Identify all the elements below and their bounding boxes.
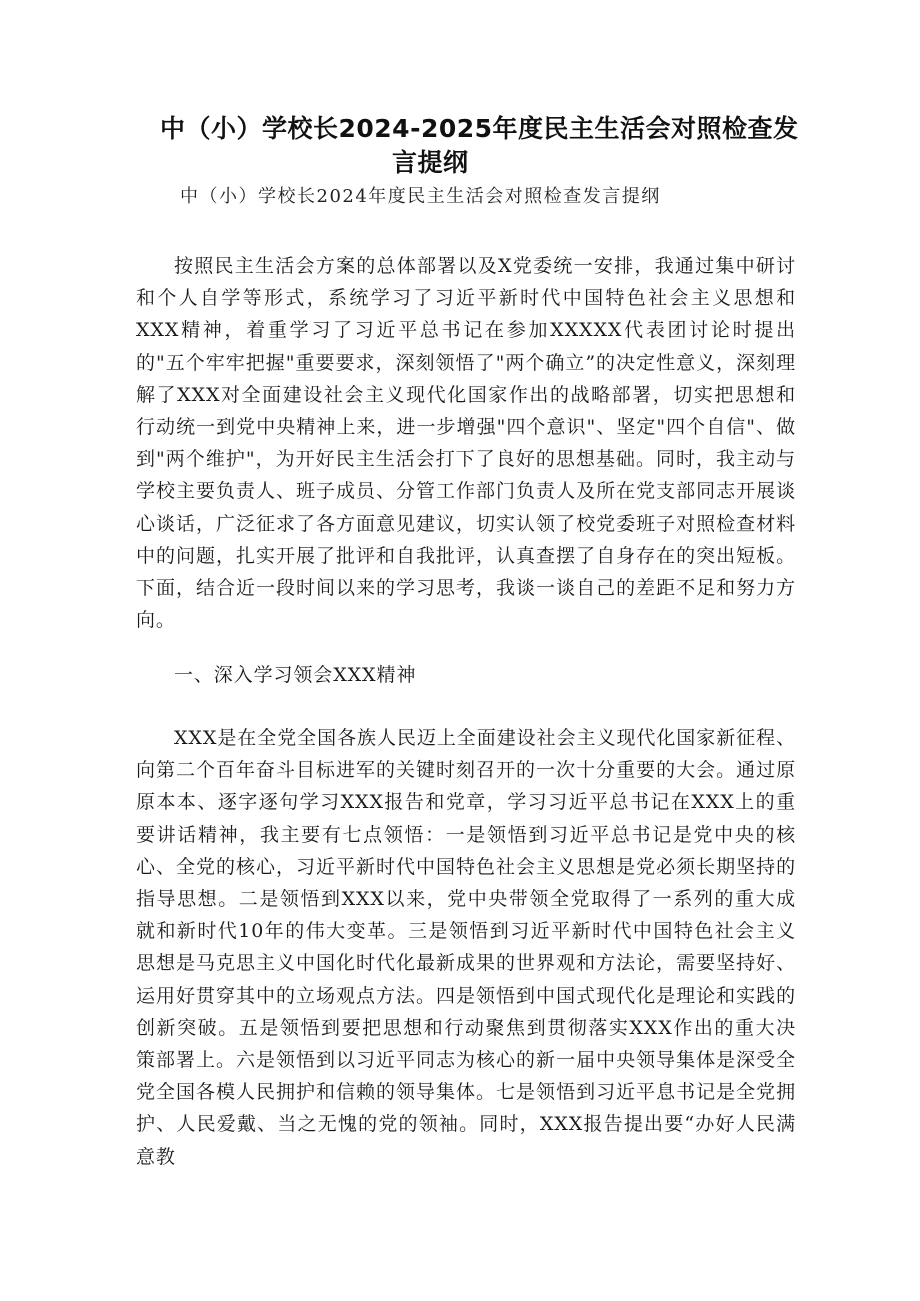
section-heading-1: 一、深入学习领会XXX精神 xyxy=(174,664,417,686)
document-subtitle: 中（小）学校长2024年度民主生活会对照检查发言提纲 xyxy=(180,186,661,207)
title-line-2: 言提纲 xyxy=(392,148,469,177)
title-line-1: 中（小）学校长2024-2025年度民主生活会对照检查发 xyxy=(160,114,799,143)
body-paragraph-intro: 按照民主生活会方案的总体部署以及X党委统一安排，我通过集中研讨和个人自学等形式，系统学习了习近平新时代中国特色社会主义思想和XXX精神，着重学习了习近平总书记在参加XXXXX代表团讨论时提出的"五个牢牢把握"重要要求，深刻领悟了"两个确立”的决定性意义，深刻理解了XXX对全面建设社会主义现代化国家作出的战略部署，切实把思想和行动统一到党中央精神上来，进一步增强"四个意识"、坚定"四个自信"、做到"两个维护"，为开好民主生活会打下了良好的思想基础。同时，我主动与学校主要负责人、班子成员、分管工作部门负责人及所在党支部同志开展谈心谈话，广泛征求了各方面意见建议，切实认领了校党委班子对照检查材料中的问题，扎实开展了批评和自我批评，认真查摆了自身存在的突出短板。下面，结合近一段时间以来的学习思考，我谈一谈自己的差距不足和努力方向。 xyxy=(136,255,796,632)
document-title xyxy=(160,112,800,180)
body-paragraph-section-1: XXX是在全党全国各族人民迈上全面建设社会主义现代化国家新征程、向第二个百年奋斗目标进军的关键时刻召开的一次十分重要的大会。通过原原本本、逐字逐句学习XXX报告和党章，学习习近平总书记在XXX上的重要讲话精神，我主要有七点领悟：一是领悟到习近平总书记是党中央的核心、全党的核心，习近平新时代中国特色社会主义思想是党必须长期坚持的指导思想。二是领悟到XXX以来，党中央带领全党取得了一系列的重大成就和新时代10年的伟大变革。三是领悟到习近平新时代中国特色社会主义思想是马克思主义中国化时代化最新成果的世界观和方法论，需要坚持好、运用好贯穿其中的立场观点方法。四是领悟到中国式现代化是理论和实践的创新突破。五是领悟到要把思想和行动聚焦到贯彻落实XXX作出的重大决策部署上。六是领悟到以习近平同志为核心的新一届中央领导集体是深受全党全国各模人民拥护和信赖的领导集体。七是领悟到习近平息书记是全党拥护、人民爱戴、当之无愧的党的领袖。同时，XXX报告提出要“办好人民满意教 xyxy=(136,727,796,1168)
